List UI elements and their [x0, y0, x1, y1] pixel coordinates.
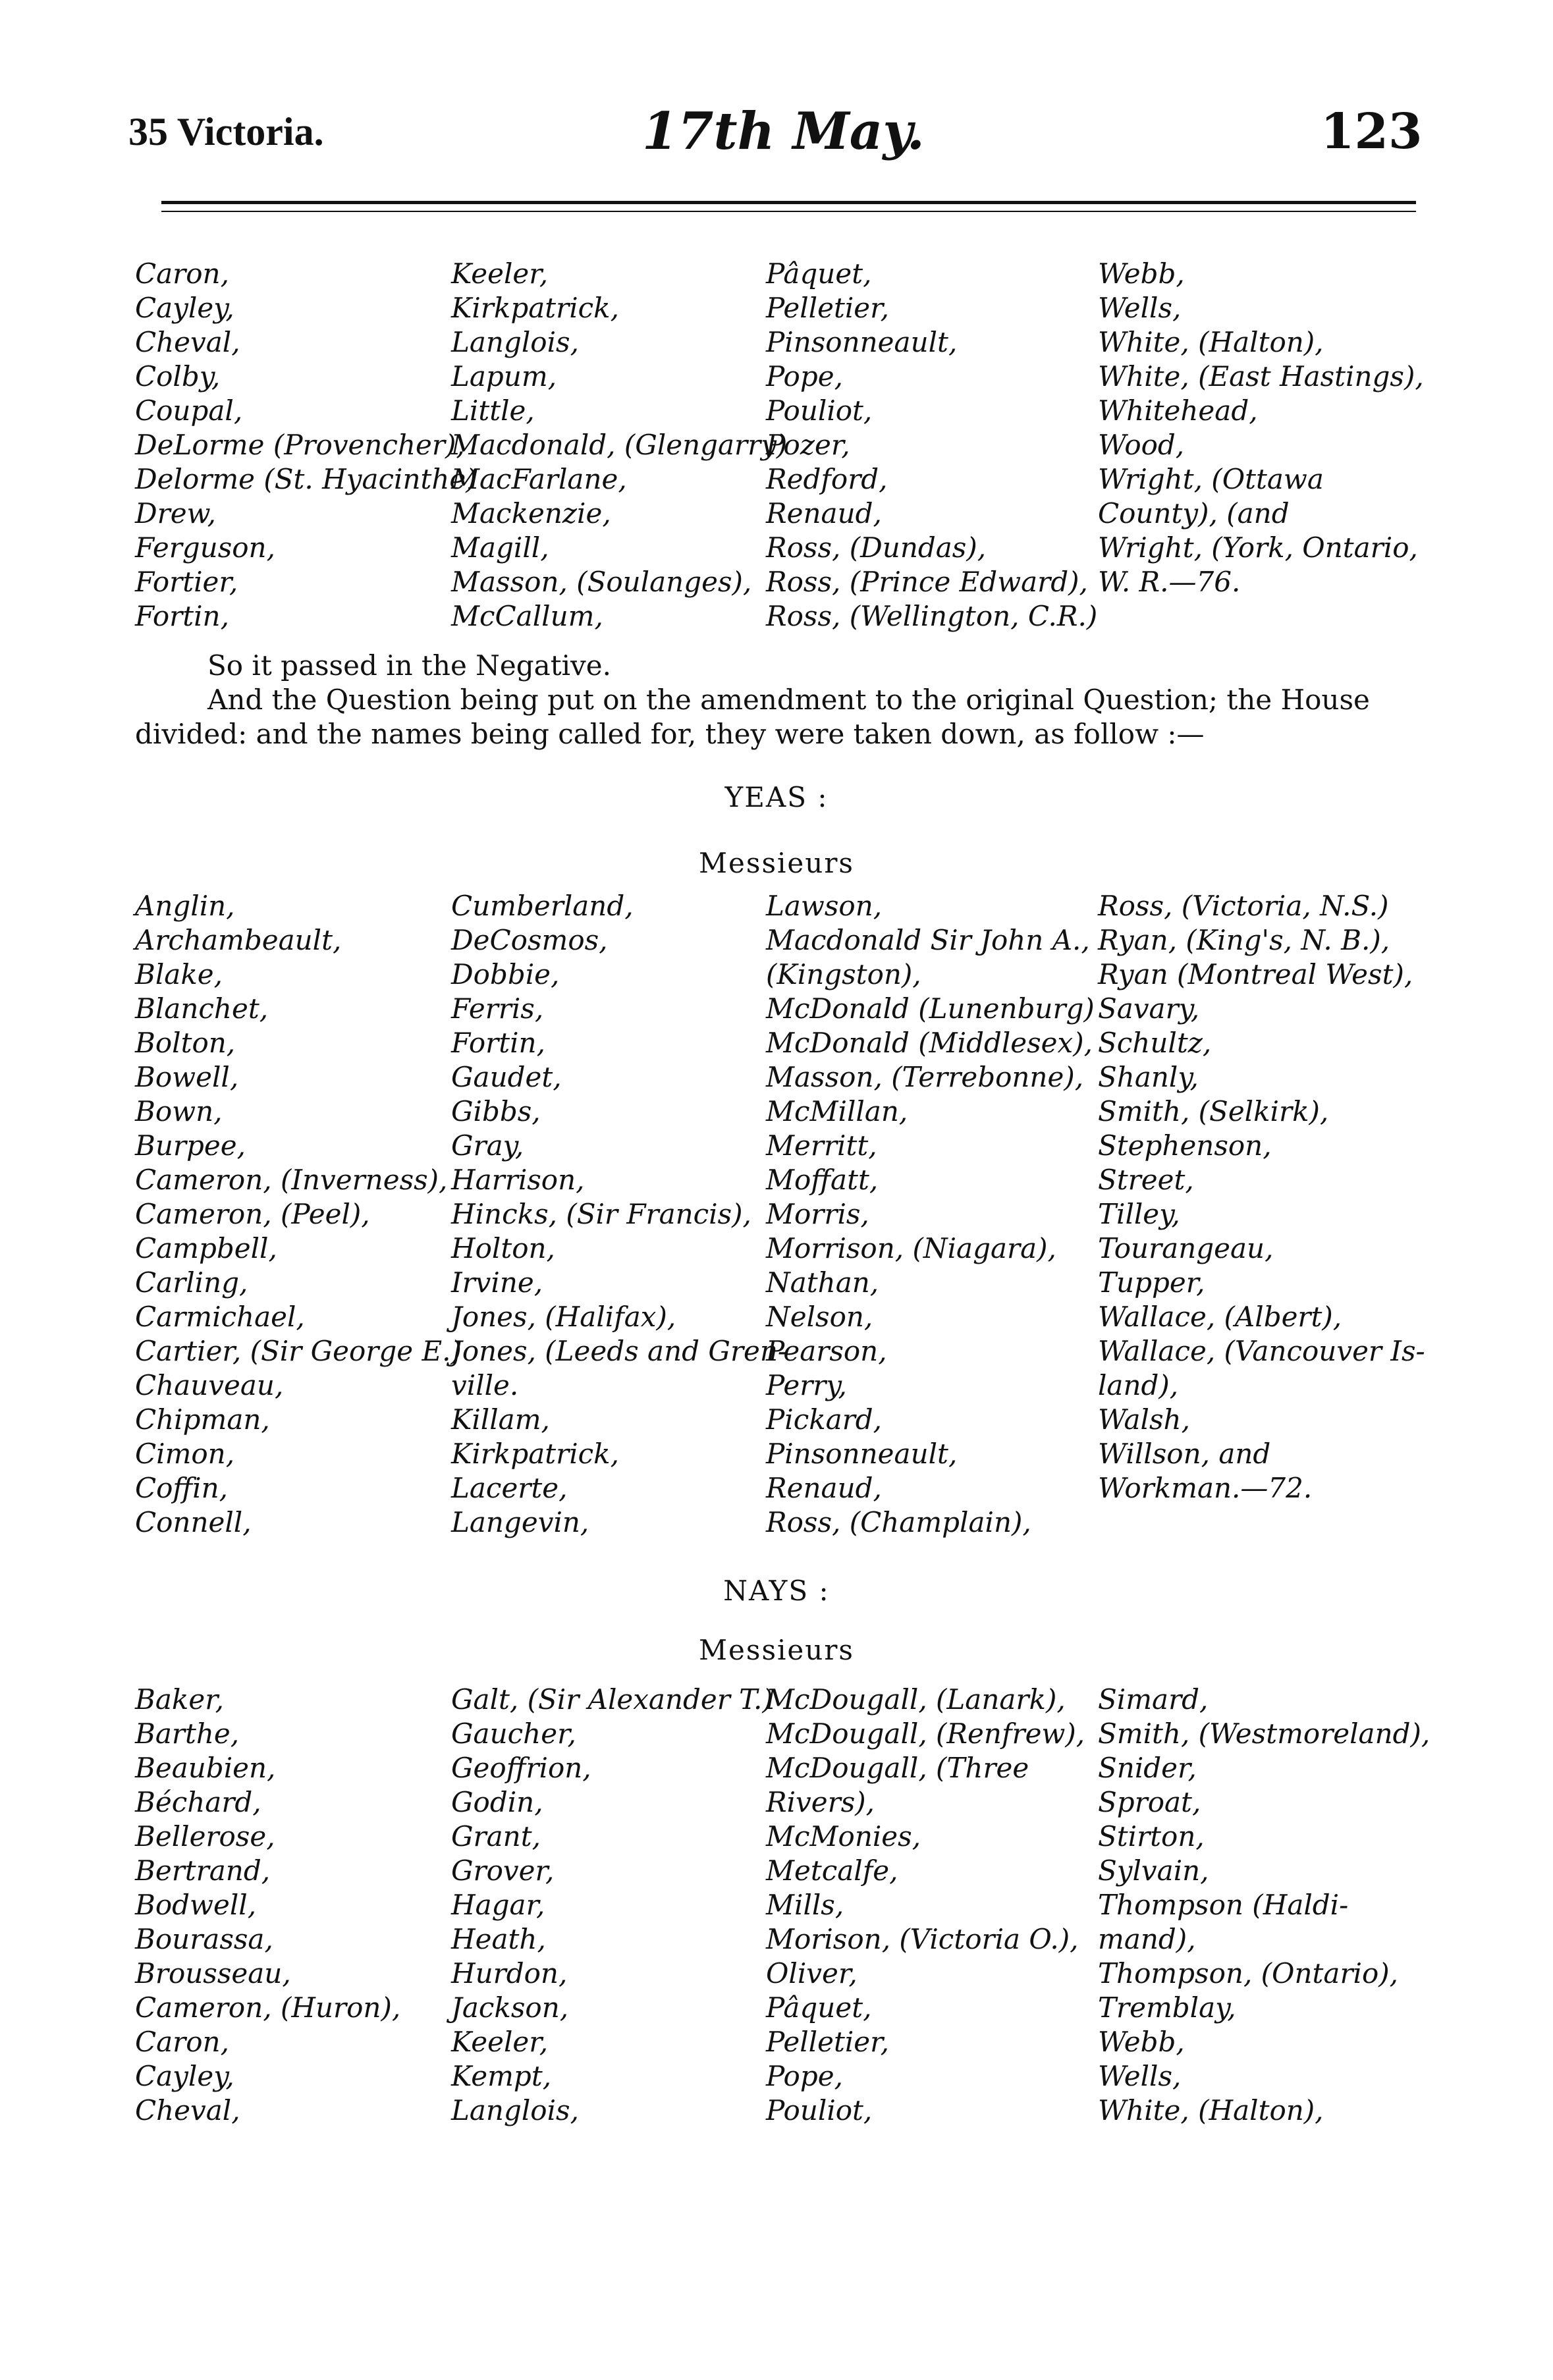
member-name: Willson, and [1098, 1438, 1271, 1470]
member-name: Ferguson, [135, 531, 275, 564]
member-name: Fortin, [451, 1027, 545, 1059]
member-name: Blanchet, [135, 992, 269, 1025]
member-name: Smith, (Selkirk), [1098, 1095, 1329, 1127]
member-name: Pope, [766, 360, 843, 392]
member-name: Chauveau, [135, 1369, 284, 1401]
member-name: land), [1098, 1369, 1179, 1401]
member-name: Kirkpatrick, [451, 292, 619, 324]
member-name: Nathan, [766, 1266, 879, 1299]
member-name: Ross, (Victoria, N.S.) [1098, 890, 1389, 922]
member-name: Workman.—72. [1098, 1472, 1313, 1504]
member-name: Cameron, (Inverness), [135, 1164, 448, 1196]
yeas-heading: YEAS : [724, 781, 829, 813]
member-name: Moffatt, [766, 1164, 879, 1196]
member-name: Tremblay, [1098, 1991, 1236, 2024]
member-name: Morris, [766, 1198, 869, 1230]
member-name: Wells, [1098, 292, 1182, 324]
member-name: Pelletier, [766, 2026, 889, 2058]
names-column [766, 1683, 1098, 2128]
member-name: Anglin, [135, 890, 235, 922]
nays-names-list [135, 1683, 1430, 2128]
member-name: Bowell, [135, 1061, 239, 1093]
member-name: Grover, [451, 1854, 555, 1887]
member-name: Stirton, [1098, 1820, 1205, 1853]
member-name: Jones, (Halifax), [451, 1301, 676, 1333]
member-name: Ross, (Dundas), [766, 531, 987, 564]
yeas-names-list [135, 889, 1426, 1540]
member-name: Drew, [135, 497, 216, 529]
member-name: Tilley, [1098, 1198, 1180, 1230]
names-column [135, 1683, 451, 2128]
member-name: Ross, (Wellington, C.R.) [766, 600, 1098, 632]
names-column [451, 1683, 773, 2128]
member-name: Nelson, [766, 1301, 873, 1333]
member-name: Gray, [451, 1129, 524, 1162]
member-name: Hincks, (Sir Francis), [451, 1198, 751, 1230]
member-name: Archambeault, [135, 924, 342, 956]
member-name: Cayley, [135, 292, 234, 324]
member-name: Tourangeau, [1098, 1232, 1274, 1264]
member-name: Wallace, (Albert), [1098, 1301, 1342, 1333]
negative-statement: So it passed in the Negative. [207, 649, 611, 682]
member-name: Little, [451, 394, 535, 427]
member-name: Ross, (Prince Edward), [766, 566, 1088, 598]
member-name: Macdonald Sir John A., [766, 924, 1090, 956]
division1-names-list [135, 257, 1426, 634]
member-name: Rivers), [766, 1786, 875, 1818]
member-name: Keeler, [451, 2026, 549, 2058]
member-name: Simard, [1098, 1683, 1209, 1716]
member-name: Redford, [766, 463, 888, 495]
member-name: Schultz, [1098, 1027, 1212, 1059]
member-name: Blake, [135, 958, 223, 990]
member-name: Pinsonneault, [766, 326, 958, 358]
member-name: Pelletier, [766, 292, 889, 324]
yeas-messieurs: Messieurs [699, 847, 854, 879]
member-name: Wright, (Ottawa [1098, 463, 1324, 495]
member-name: Pouliot, [766, 394, 873, 427]
member-name: Mills, [766, 1889, 844, 1921]
member-name: (Kingston), [766, 958, 921, 990]
names-column [1098, 1683, 1430, 2128]
member-name: Oliver, [766, 1957, 858, 1989]
member-name: Gaudet, [451, 1061, 562, 1093]
member-name: Masson, (Terrebonne), [766, 1061, 1084, 1093]
member-name: McMillan, [766, 1095, 908, 1127]
names-column [1098, 257, 1426, 634]
member-name: Cameron, (Peel), [135, 1198, 370, 1230]
member-name: Street, [1098, 1164, 1194, 1196]
member-name: Chipman, [135, 1403, 270, 1436]
header-page-number: 123 [1321, 103, 1423, 160]
member-name: Wright, (York, Ontario, [1098, 531, 1418, 564]
member-name: Merritt, [766, 1129, 877, 1162]
member-name: Lapum, [451, 360, 557, 392]
member-name: Carling, [135, 1266, 248, 1299]
member-name: Hurdon, [451, 1957, 568, 1989]
member-name: White, (Halton), [1098, 326, 1324, 358]
member-name: Stephenson, [1098, 1129, 1272, 1162]
member-name: McDougall, (Three [766, 1752, 1029, 1784]
member-name: W. R.—76. [1098, 566, 1241, 598]
member-name: Godin, [451, 1786, 543, 1818]
member-name: Whitehead, [1098, 394, 1258, 427]
member-name: Bodwell, [135, 1889, 257, 1921]
names-column [1098, 889, 1426, 1540]
member-name: Pearson, [766, 1335, 887, 1367]
member-name: Tupper, [1098, 1266, 1205, 1299]
member-name: Coffin, [135, 1472, 229, 1504]
header-rule-thin [161, 211, 1416, 212]
member-name: Renaud, [766, 1472, 882, 1504]
member-name: McCallum, [451, 600, 603, 632]
member-name: Cimon, [135, 1438, 235, 1470]
member-name: Langlois, [451, 326, 579, 358]
member-name: Cumberland, [451, 890, 634, 922]
member-name: Grant, [451, 1820, 541, 1853]
member-name: McDonald (Lunenburg) [766, 992, 1095, 1025]
member-name: Gaucher, [451, 1717, 576, 1750]
member-name: Heath, [451, 1923, 546, 1955]
header-date: 17th May. [642, 101, 925, 161]
member-name: Langevin, [451, 1506, 589, 1538]
member-name: Jones, (Leeds and Gren- [451, 1335, 788, 1367]
member-name: Keeler, [451, 257, 549, 290]
member-name: Barthe, [135, 1717, 240, 1750]
member-name: Thompson, (Ontario), [1098, 1957, 1398, 1989]
member-name: McDougall, (Lanark), [766, 1683, 1066, 1716]
member-name: Cheval, [135, 2094, 240, 2126]
member-name: Caron, [135, 2026, 229, 2058]
member-name: Ryan, (King's, N. B.), [1098, 924, 1390, 956]
member-name: Brousseau, [135, 1957, 291, 1989]
member-name: McMonies, [766, 1820, 921, 1853]
member-name: Pinsonneault, [766, 1438, 958, 1470]
member-name: Wood, [1098, 429, 1185, 461]
member-name: Savary, [1098, 992, 1200, 1025]
member-name: Cheval, [135, 326, 240, 358]
names-column [135, 889, 462, 1540]
member-name: Cartier, (Sir George E.) [135, 1335, 462, 1367]
member-name: Hagar, [451, 1889, 545, 1921]
member-name: Dobbie, [451, 958, 560, 990]
member-name: Galt, (Sir Alexander T.) [451, 1683, 773, 1716]
member-name: Wells, [1098, 2060, 1182, 2092]
member-name: Magill, [451, 531, 549, 564]
member-name: Ross, (Champlain), [766, 1506, 1031, 1538]
member-name: Pope, [766, 2060, 843, 2092]
member-name: Bolton, [135, 1027, 236, 1059]
member-name: Macdonald, (Glengarry) [451, 429, 788, 461]
member-name: McDonald (Middlesex), [766, 1027, 1093, 1059]
member-name: Shanly, [1098, 1061, 1199, 1093]
member-name: ville. [451, 1369, 519, 1401]
member-name: mand), [1098, 1923, 1196, 1955]
member-name: Geoffrion, [451, 1752, 591, 1784]
nays-messieurs: Messieurs [699, 1634, 854, 1666]
member-name: Gibbs, [451, 1095, 541, 1127]
names-column [766, 889, 1098, 1540]
member-name: Caron, [135, 257, 229, 290]
member-name: Fortier, [135, 566, 238, 598]
member-name: Burpee, [135, 1129, 246, 1162]
member-name: Sylvain, [1098, 1854, 1209, 1887]
member-name: Kempt, [451, 2060, 552, 2092]
member-name: Bourassa, [135, 1923, 273, 1955]
member-name: Irvine, [451, 1266, 543, 1299]
member-name: White, (East Hastings), [1098, 360, 1424, 392]
member-name: Cameron, (Huron), [135, 1991, 401, 2024]
member-name: DeCosmos, [451, 924, 608, 956]
nays-heading: NAYS : [723, 1575, 830, 1607]
member-name: Kirkpatrick, [451, 1438, 619, 1470]
member-name: Béchard, [135, 1786, 261, 1818]
member-name: Lacerte, [451, 1472, 568, 1504]
member-name: White, (Halton), [1098, 2094, 1324, 2126]
names-column [451, 889, 788, 1540]
names-column [451, 257, 788, 634]
member-name: Thompson (Haldi- [1098, 1889, 1349, 1921]
member-name: Harrison, [451, 1164, 585, 1196]
member-name: Pickard, [766, 1403, 883, 1436]
member-name: Snider, [1098, 1752, 1197, 1784]
member-name: Bellerose, [135, 1820, 275, 1853]
member-name: Metcalfe, [766, 1854, 898, 1887]
member-name: Morrison, (Niagara), [766, 1232, 1056, 1264]
header-session: 35 Victoria. [128, 110, 324, 153]
member-name: Webb, [1098, 2026, 1185, 2058]
member-name: Fortin, [135, 600, 229, 632]
member-name: Jackson, [451, 1991, 569, 2024]
member-name: Langlois, [451, 2094, 579, 2126]
member-name: Carmichael, [135, 1301, 305, 1333]
names-column [766, 257, 1098, 634]
member-name: Mackenzie, [451, 497, 611, 529]
member-name: Connell, [135, 1506, 252, 1538]
member-name: Renaud, [766, 497, 882, 529]
member-name: Wallace, (Vancouver Is- [1098, 1335, 1425, 1367]
member-name: Masson, (Soulanges), [451, 566, 752, 598]
member-name: Holton, [451, 1232, 555, 1264]
member-name: Morison, (Victoria O.), [766, 1923, 1079, 1955]
member-name: Sproat, [1098, 1786, 1201, 1818]
member-name: Walsh, [1098, 1403, 1190, 1436]
member-name: Killam, [451, 1403, 550, 1436]
header-rule-thick [161, 201, 1416, 204]
names-column [135, 257, 477, 634]
member-name: Baker, [135, 1683, 225, 1716]
member-name: Pouliot, [766, 2094, 873, 2126]
member-name: Delorme (St. Hyacinthe) [135, 463, 477, 495]
member-name: Ferris, [451, 992, 544, 1025]
member-name: MacFarlane, [451, 463, 627, 495]
member-name: Pâquet, [766, 1991, 872, 2024]
member-name: Webb, [1098, 257, 1185, 290]
member-name: Bertrand, [135, 1854, 271, 1887]
member-name: County), (and [1098, 497, 1290, 529]
member-name: Perry, [766, 1369, 847, 1401]
member-name: Pâquet, [766, 257, 872, 290]
member-name: Pozer, [766, 429, 850, 461]
question-statement: And the Question being put on the amendment to the original Question; the House divided: and the names being called for, they were taken down, as follow :— [135, 684, 1370, 750]
member-name: Lawson, [766, 890, 883, 922]
member-name: Colby, [135, 360, 221, 392]
member-name: Coupal, [135, 394, 243, 427]
member-name: Campbell, [135, 1232, 277, 1264]
member-name: Cayley, [135, 2060, 234, 2092]
member-name: Smith, (Westmoreland), [1098, 1717, 1430, 1750]
member-name: Beaubien, [135, 1752, 276, 1784]
member-name: Bown, [135, 1095, 223, 1127]
member-name: Ryan (Montreal West), [1098, 958, 1413, 990]
member-name: DeLorme (Provencher), [135, 429, 465, 461]
member-name: McDougall, (Renfrew), [766, 1717, 1085, 1750]
